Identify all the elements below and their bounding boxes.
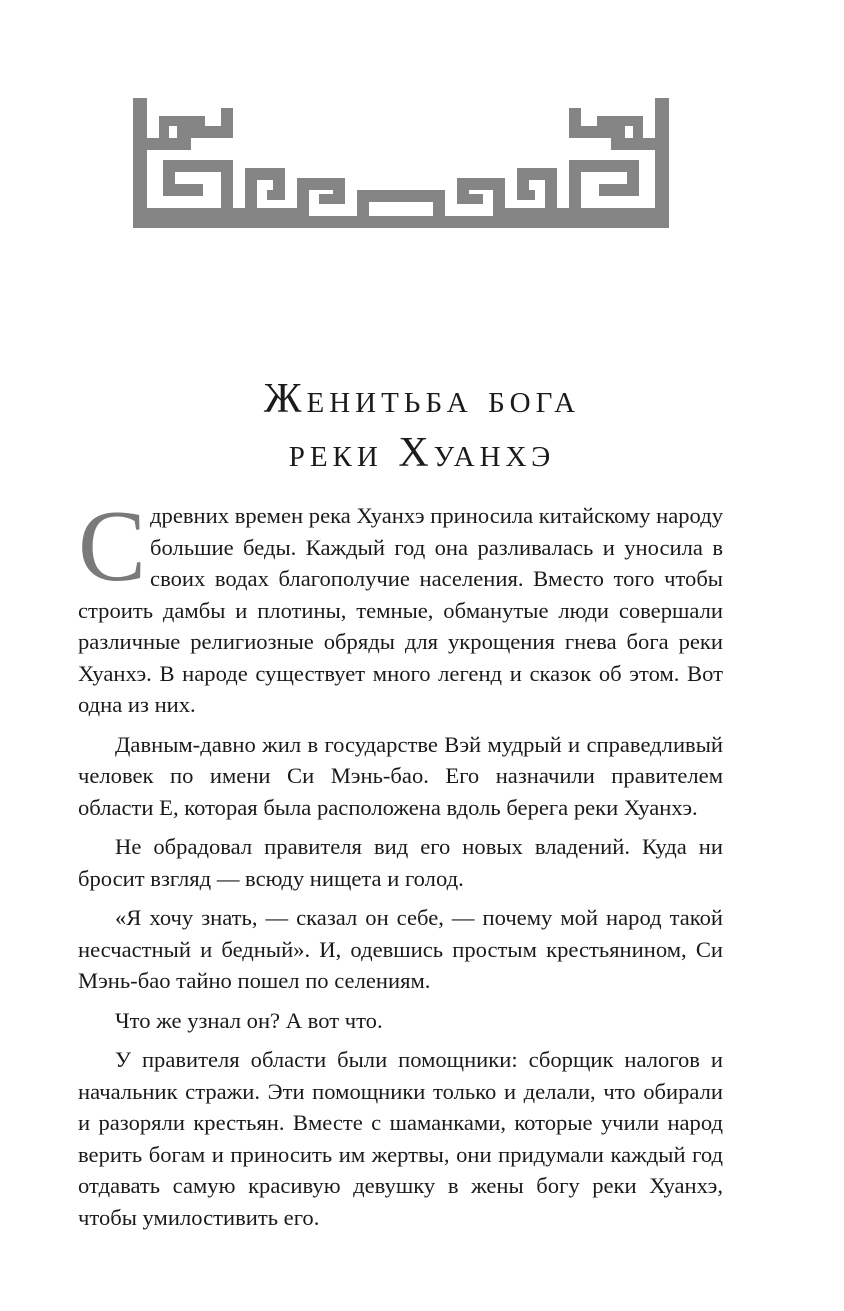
chapter-title-line-1: Женитьба бога xyxy=(263,376,581,422)
paragraph-1 xyxy=(78,490,723,721)
meander-ornament xyxy=(133,98,669,228)
drop-cap: С xyxy=(78,490,147,603)
paragraph-1-text: древних времен река Хуанхэ приносила китайскому народу большие беды. Каждый год она разливалась и уносила в своих водах благополучие населения. Вместо того чтобы строить дамбы и плотины, темные, обманутые люди совершали различные религиозные обряды для укрощения гнева бога реки Хуанхэ. В народе существует много легенд и сказок об этом. Вот одна из них. xyxy=(78,503,723,717)
chapter-body xyxy=(78,490,723,1241)
chapter-title-line-2: реки Хуанхэ xyxy=(288,430,556,476)
paragraph-3: Не обрадовал правителя вид его новых владений. Куда ни бросит взгляд — всюду нищета и голод. xyxy=(78,834,723,891)
paragraph-2: Давным-давно жил в государстве Вэй мудрый и справедливый человек по имени Си Мэнь-бао. Его назначили правителем области Е, которая была расположена вдоль берега реки Хуанхэ. xyxy=(78,731,723,820)
chapter-title xyxy=(0,372,844,480)
paragraph-4: «Я хочу знать, — сказал он себе, — почему мой народ такой несчастный и бедный». И, одевшись простым крестьянином, Си Мэнь-бао тайно пошел по селениям. xyxy=(78,905,723,993)
paragraph-6: У правителя области были помощники: сборщик налогов и начальник стражи. Эти помощники только и делали, что обирали и разоряли крестьян. Вместе с шаманками, которые учили народ верить богам и приносить им жертвы, они придумали каждый год отдавать самую красивую девушку в жены богу реки Хуанхэ, чтобы умилостивить его. xyxy=(78,1047,723,1230)
paragraph-5: Что же узнал он? А вот что. xyxy=(115,1007,383,1033)
